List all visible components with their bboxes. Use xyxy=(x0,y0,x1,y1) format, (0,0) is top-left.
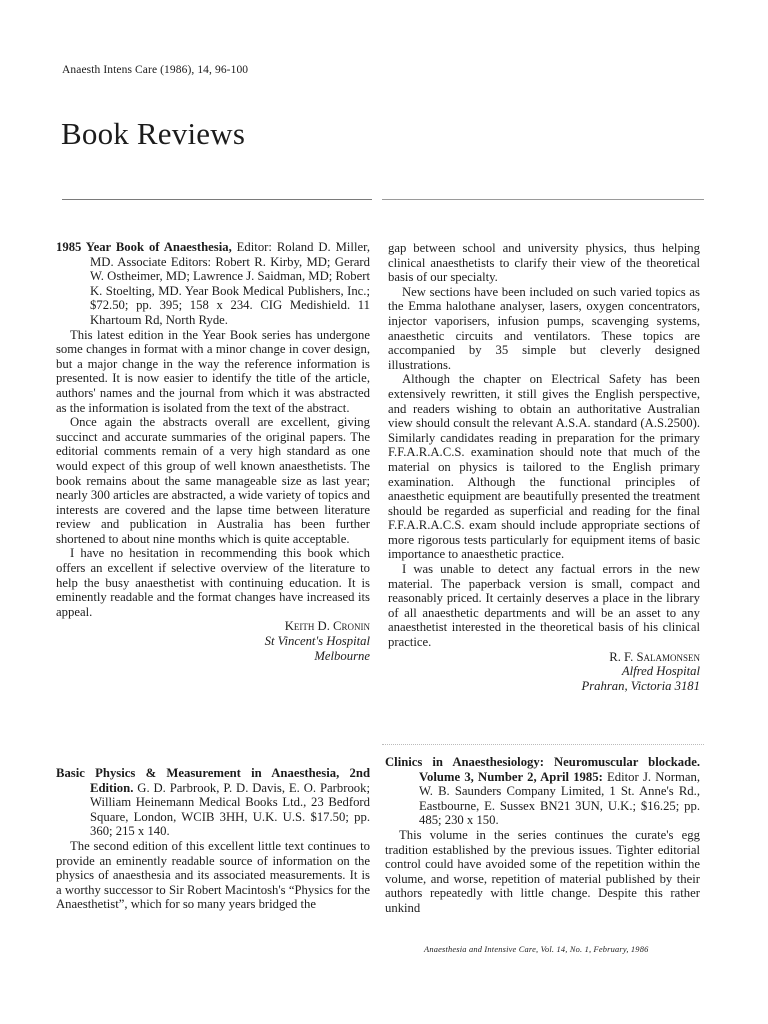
title-rule-left xyxy=(62,199,372,200)
review-paragraph: I have no hesitation in recommending this book which offers an excellent if selective overview of the literature to help the busy anaesthetist with continuing education. It is eminently readable and the format changes have increased its appeal. xyxy=(56,546,370,619)
book-details: G. D. Parbrook, P. D. Davis, E. O. Parbrook; William Heinemann Medical Books Ltd., 23 Bedford Square, London, WCIB 3HH, U.K. U.S. $17.50; pp. 360; 215 x 140. xyxy=(90,780,371,839)
book-title: 1985 Year Book of Anaesthesia, xyxy=(56,240,232,254)
review-paragraph-continued: gap between school and university physics, thus helping clinical anaesthetists to clarify their view of the theoretical basis of our specialty. xyxy=(388,241,700,285)
reviewer-city: Melbourne xyxy=(314,648,370,663)
review-basic-physics xyxy=(56,766,370,912)
review-clinics-anaesthesiology xyxy=(385,755,700,916)
title-rule-right xyxy=(382,199,704,200)
review-basic-physics-continued xyxy=(388,241,700,693)
page-footer: Anaesthesia and Intensive Care, Vol. 14, No. 1, February, 1986 xyxy=(424,945,649,954)
book-title: Basic Physics & Measurement in Anaesthesia, 2nd Edition. xyxy=(56,766,370,795)
reviewer-city: Prahran, Victoria 3181 xyxy=(581,678,700,693)
reviewer-name: Keith D. Cronin xyxy=(284,619,370,634)
review-paragraph: I was unable to detect any factual errors in the new material. The paperback version is small, compact and reasonably priced. It certainly deserves a place in the library of all anaesthetic departments and will be an asset to any anaesthetist interested in the theoretical basis of his clinical practice. xyxy=(388,562,700,650)
review-paragraph: New sections have been included on such varied topics as the Emma halothane analyser, lasers, oxygen concentrators, injector vaporisers, infusion pumps, scavenging systems, anaesthetic circuits and ventilators. These topics are accompanied by 35 simple but cleverly designed illustrations. xyxy=(388,284,700,372)
review-paragraph: This latest edition in the Year Book series has undergone some changes in format with a minor change in cover design, but a major change in the way the reference information is presented. It is now easier to identify the title of the article, authors' names and the journal from which it was abstracted as the information is isolated from the text of the abstract. xyxy=(56,327,370,415)
review-paragraph: Once again the abstracts overall are excellent, giving succinct and accurate summaries of the original papers. The editorial comments remain of a very high standard as one would expect of this group of well known anaesthetists. The book remains about the same manageable size as last year; nearly 300 articles are abstracted, a wide variety of topics and interests are covered and the lapse time between literature review and publication in Australia has been further shortened to about nine months which is quite acceptable. xyxy=(56,415,370,546)
review-paragraph: The second edition of this excellent little text continues to provide an eminently readable source of information on the physics of anaesthesia and its associated measurements. It is a worthy successor to Sir Robert Macintosh's “Physics for the Anaesthetist”, which for so many years bridged the xyxy=(56,838,370,912)
page-title: Book Reviews xyxy=(61,116,246,151)
book-reference xyxy=(56,766,370,839)
review-year-book xyxy=(56,240,370,663)
book-details: Editor: Roland D. Miller, MD. Associate Editors: Robert R. Kirby, MD; Gerard W. Ostheimer, MD; Lawrence J. Saidman, MD; Robert K. Stoelting, MD. Year Book Medical Publishers, Inc.; $72.50; pp. 395; 158 x 234. CIG Medishield. 11 Khartoum Rd, North Ryde. xyxy=(90,240,370,327)
book-title: Clinics in Anaesthesiology: Neuromuscular blockade. Volume 3, Number 2, April 1985: xyxy=(385,755,700,784)
journal-citation: Anaesth Intens Care (1986), 14, 96-100 xyxy=(62,64,249,76)
reviewer-name: R. F. Salamonsen xyxy=(609,649,700,664)
review-paragraph: This volume in the series continues the curate's egg tradition established by the previous issues. Tighter editorial control could have avoided some of the repetition within the volume, and worse, repetition of material published by their authors repeatedly with little change. Despite this rather unkind xyxy=(385,827,700,915)
section-separator xyxy=(382,744,704,745)
book-details: Editor J. Norman, W. B. Saunders Company Limited, 1 St. Anne's Rd., Eastbourne, E. Sussex BN21 3UN, U.K.; $16.25; pp. 485; 230 x 150. xyxy=(419,769,700,828)
reviewer-affiliation: St Vincent's Hospital xyxy=(264,634,370,649)
reviewer-affiliation: Alfred Hospital xyxy=(621,664,700,679)
review-paragraph: Although the chapter on Electrical Safety has been extensively rewritten, it still gives the English perspective, and readers wishing to obtain an authoritative Australian view should consult the relevant A.S.A. standard (A.S.2500). Similarly candidates reading in preparation for the primary F.F.A.R.A.C.S. examination should note that much of the material on physics is tailored to the English primary examination. Although the functional principles of anaesthetic equipment are beautifully presented the treatment should be regarded as superficial and reading for the final F.F.A.R.A.C.S. exam should include appropriate sections of more rigorous tests particularly for equipment items of basic importance to anaesthetic practice. xyxy=(388,372,700,562)
book-reference xyxy=(56,240,370,328)
book-reference xyxy=(385,755,700,828)
